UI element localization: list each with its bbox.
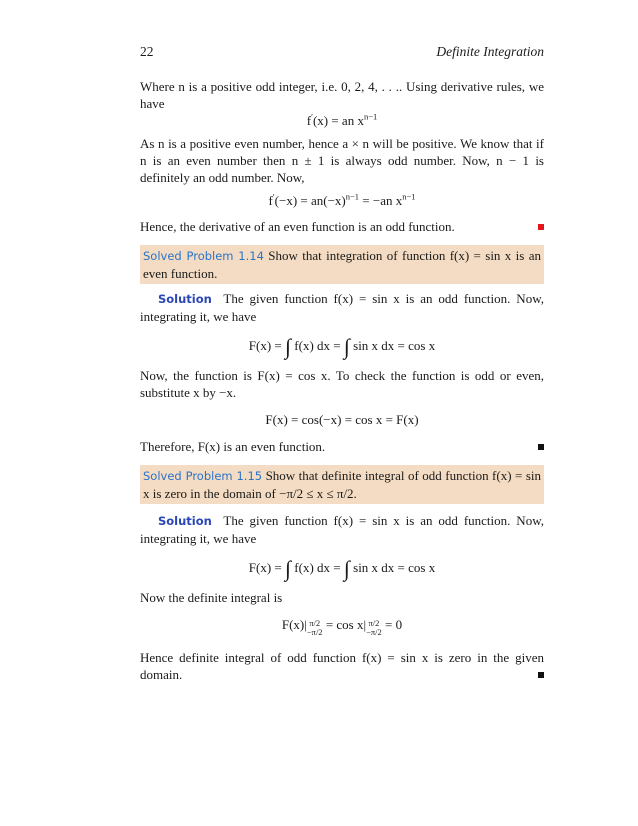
solution-text: The given function f(x) = sin x is an odd function. Now, integrating it, we have (140, 291, 544, 324)
paragraph-conclusion-1 (140, 218, 544, 235)
page-header (140, 44, 544, 62)
solution-label: Solution (158, 292, 212, 306)
end-of-proof-mark (538, 672, 544, 678)
page-body (140, 78, 544, 683)
end-of-proof-mark (538, 444, 544, 450)
solution-text: The given function f(x) = sin x is an odd function. Now, integrating it, we have (140, 513, 544, 546)
equation-cos-even: F(x) = cos(−x) = cos x = F(x) (265, 412, 419, 427)
equation-integral: F(x) = ∫ f(x) dx = ∫ sin x dx = cos x (248, 334, 436, 359)
solution-1-14 (140, 290, 544, 325)
solved-problem-statement: Show that definite integral of odd function f(x) = sin x is zero in the domain of −π/2 ≤ x ≤ π/2. (143, 468, 541, 501)
solved-problem-label: Solved Problem 1.15 (143, 469, 263, 483)
paragraph-intro: Where n is a positive odd integer, i.e. 0, 2, 4, . . .. Using derivative rules, we have (140, 79, 544, 111)
paragraph-even-number: As n is a positive even number, hence a × n will be positive. We know that if n is an even number then n ± 1 is always odd number. Now, n − 1 is definitely an odd number. Now, (140, 136, 544, 185)
paragraph-conclusion-2 (140, 438, 544, 455)
equation-derivative-negative: $f'(-x) = an(-x)^{n-1} = -an$ $x^{n-1}$ (268, 191, 416, 208)
page-number: 22 (140, 44, 154, 59)
solution-1-15 (140, 512, 544, 547)
end-of-proof-mark-red (538, 224, 544, 230)
solved-problem-1-14 (140, 245, 544, 284)
solved-problem-1-15 (140, 465, 544, 504)
solved-problem-label: Solved Problem 1.14 (143, 249, 264, 263)
conclusion-text: Hence, the derivative of an even function is an odd function. (140, 219, 455, 234)
solved-problem-statement: Show that integration of function f(x) = sin x is an even function. (143, 248, 541, 281)
paragraph-definite-integral: Now the definite integral is (140, 590, 283, 605)
running-title: Definite Integration (436, 44, 544, 59)
paragraph-check-parity: Now, the function is F(x) = cos x. To check the function is odd or even, substitute x by −x. (140, 368, 544, 400)
final-conclusion-text: Hence definite integral of odd function f(x) = sin x is zero in the given domain. (140, 650, 544, 682)
equation-derivative: f′(x) = an $x^{n-1}$ (306, 111, 378, 128)
solution-label: Solution (158, 514, 212, 528)
equation-definite-integral: F(x)| π/2 −π/2 = cos x| π/2 −π/2 = 0 (281, 617, 403, 637)
paragraph-final-conclusion (140, 649, 544, 683)
equation-integral-2: F(x) = ∫ f(x) dx = ∫ sin x dx = cos x (248, 556, 436, 581)
conclusion-text: Therefore, F(x) is an even function. (140, 439, 326, 454)
